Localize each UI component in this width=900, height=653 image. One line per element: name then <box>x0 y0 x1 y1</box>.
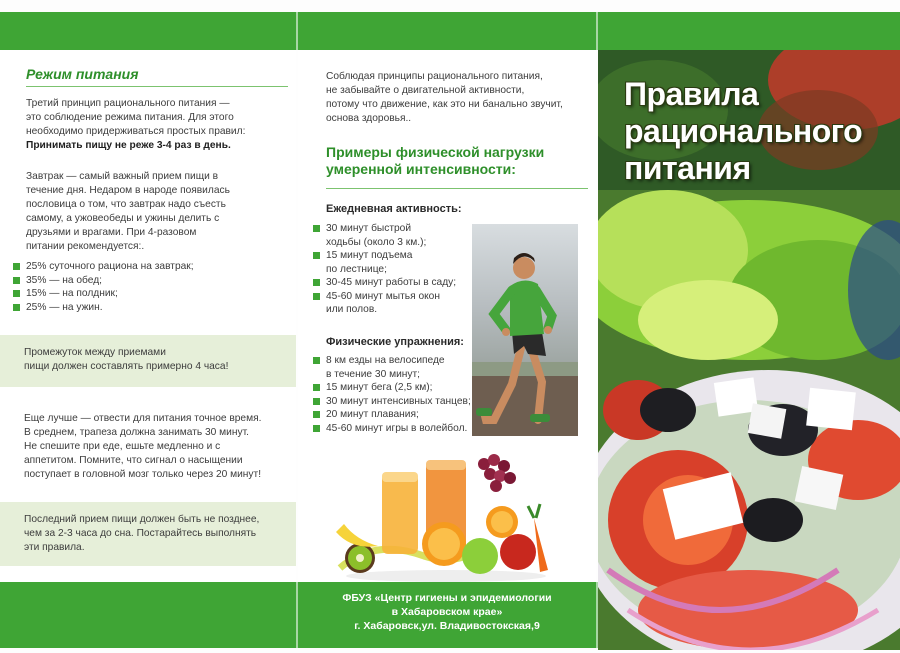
text-line: Промежуток между приемами <box>24 347 166 358</box>
meal-time-paragraph <box>24 412 288 482</box>
panel-meal-regime <box>0 50 296 582</box>
cover-title-line: питания <box>624 150 751 186</box>
text-line: поступает в головной мозг только через 20 минут! <box>24 469 262 480</box>
list-item: 25% — на ужин. <box>12 301 292 315</box>
list-item: 25% суточного рациона на завтрак; <box>12 260 292 274</box>
exercise-title: Физические упражнения: <box>326 336 464 348</box>
list-item: 15 минут бега (2,5 км); <box>312 381 487 395</box>
daily-activity-list <box>312 222 477 317</box>
text-line: пословица о том, что завтрак надо съесть <box>26 199 226 210</box>
text-line: потому что движение, как это ни банально звучит, <box>326 99 563 110</box>
heading-line: умеренной интенсивности: <box>326 161 516 177</box>
text-line: эти правила. <box>24 542 85 553</box>
title-divider <box>26 86 288 87</box>
runner-photo <box>472 224 578 436</box>
text-line: чем за 2-3 часа до сна. Постарайтесь выполнять <box>24 528 257 539</box>
text-line: Не спешите при еде, ешьте медленно и с <box>24 441 221 452</box>
organization-footer <box>298 582 596 648</box>
list-item: 8 км езды на велосипеде в течение 30 минут; <box>312 354 487 381</box>
heading-divider <box>326 188 588 189</box>
last-meal-box <box>0 502 296 566</box>
text-line: В среднем, трапеза должна занимать 30 минут. <box>24 427 249 438</box>
text-line: основа здоровья.. <box>326 113 412 124</box>
text-line: пищи должен составлять примерно 4 часа! <box>24 361 229 372</box>
exercise-list <box>312 354 487 435</box>
text-line: не забывайте о двигательной активности, <box>326 85 525 96</box>
text-line: Еще лучше — отвести для питания точное время. <box>24 413 262 424</box>
breakfast-paragraph <box>26 170 288 254</box>
cover-title-line: Правила <box>624 76 759 112</box>
list-item: 35% — на обед; <box>12 274 292 288</box>
heading-line: Примеры физической нагрузки <box>326 144 545 160</box>
org-name-line: ФБУЗ «Центр гигиены и эпидемиологии <box>342 592 552 604</box>
panel-title: Режим питания <box>26 66 139 82</box>
activity-intro <box>326 70 588 126</box>
org-address: г. Хабаровск,ул. Владивостокская,9 <box>354 620 540 632</box>
list-item: 15 минут подъема по лестнице; <box>312 249 477 276</box>
last-meal-note <box>24 513 286 555</box>
text-line: течение дня. Недаром в народе появилась <box>26 185 230 196</box>
org-name-line: в Хабаровском крае» <box>391 606 503 618</box>
text-line: Третий принцип рационального питания — <box>26 98 230 109</box>
fruit-juice-illustration <box>334 448 554 582</box>
list-item: 30 минут быстрой ходьбы (около 3 км.); <box>312 222 477 249</box>
ration-shares-list <box>12 260 292 314</box>
list-item: 30 минут интенсивных танцев; <box>312 395 487 409</box>
intro-paragraph <box>26 97 288 153</box>
list-item: 30-45 минут работы в саду; <box>312 276 477 290</box>
text-line: Последний прием пищи должен быть не позднее, <box>24 514 260 525</box>
top-green-band <box>0 12 900 50</box>
text-line: самому, а ужовеобеды и ужины делить с <box>26 213 220 224</box>
text-line: необходимо придерживаться простых правил: <box>26 126 246 137</box>
text-line: Завтрак — самый важный прием пищи в <box>26 171 219 182</box>
text-line: Соблюдая принципы рационального питания, <box>326 71 543 82</box>
text-line: друзьями и врагами. При 4-разовом <box>26 227 197 238</box>
list-item: 20 минут плавания; <box>312 408 487 422</box>
list-item: 45-60 минут мытья окон или полов. <box>312 290 477 317</box>
text-line: аппетитом. Помните, что сигнал о насыщении <box>24 455 243 466</box>
cover-panel <box>598 50 900 650</box>
cover-title <box>624 76 894 187</box>
interval-note-box <box>0 335 296 387</box>
activity-heading <box>326 144 588 178</box>
text-line: питании рекомендуется:. <box>26 241 145 252</box>
rule-emphasis: Принимать пищу не реже 3-4 раз в день. <box>26 140 231 151</box>
list-item: 15% — на полдник; <box>12 287 292 301</box>
list-item: 45-60 минут игры в волейбол. <box>312 422 487 436</box>
text-line: это соблюдение режима питания. Для этого <box>26 112 234 123</box>
daily-activity-title: Ежедневная активность: <box>326 203 462 215</box>
panel-physical-activity <box>298 50 596 582</box>
interval-note <box>24 346 286 374</box>
cover-title-line: рационального <box>624 113 863 149</box>
